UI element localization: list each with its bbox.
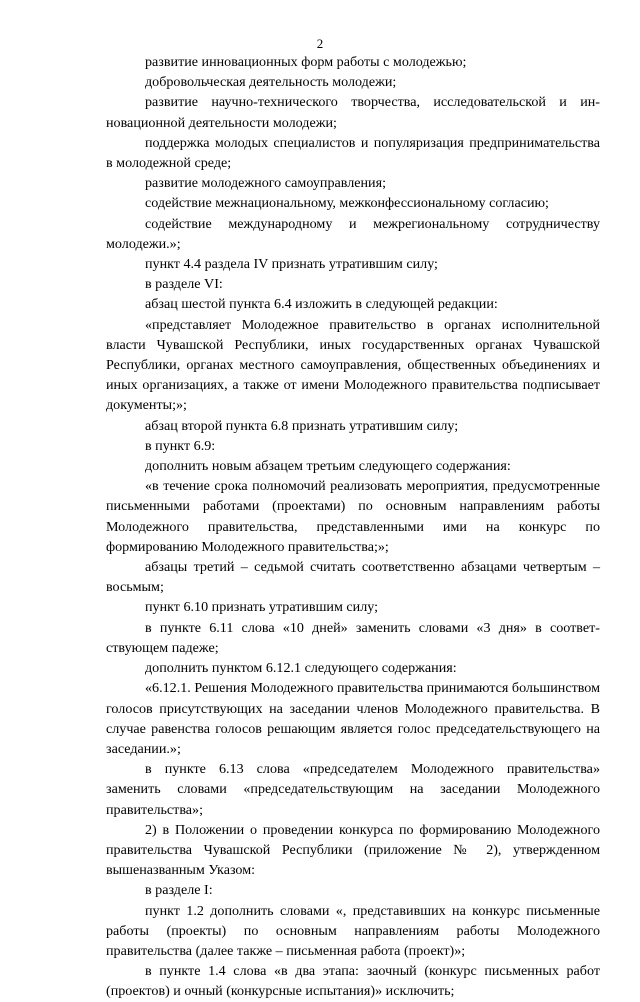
document-body (106, 52, 600, 1002)
paragraph: «в течение срока полномочий реализовать мероприятия, предусмотренные письменными работами (проектами) по основным направлениям работы Молодежного правительства, представленными ими на конкурс по формированию Молодежного правительства;»; (106, 478, 600, 555)
paragraph: в пункте 6.13 слова «председателем Молодежного правительства» заменить словами «председательствующим на заседании Молодежного правительства»; (106, 761, 600, 818)
paragraph: в пункте 6.11 слова «10 дней» заменить словами «3 дня» в соответствующем падеже; (106, 619, 600, 656)
paragraph: содействие межнациональному, межконфессиональному согласию; (145, 195, 549, 212)
paragraph: развитие молодежного самоуправления; (145, 175, 386, 192)
paragraph: пункт 6.10 признать утратившим силу; (145, 599, 379, 616)
paragraph: в пункте 1.4 слова «в два этапа: заочный (конкурс письменных работ (проектов) и очный (конкурсные испытания)» исключить; (106, 963, 600, 1000)
paragraph: абзац шестой пункта 6.4 изложить в следующей редакции: (145, 296, 498, 313)
page-number: 2 (316, 36, 324, 51)
paragraph: в разделе I: (145, 882, 213, 899)
paragraph: дополнить новым абзацем третьим следующего содержания: (145, 458, 511, 475)
paragraph: 2) в Положении о проведении конкурса по формированию Молодежного правительства Чувашской Республики (приложение № 2), утвержденном вышеназванным Указом: (106, 821, 600, 879)
paragraph: содействие международному и межрегиональному сотрудничеству молодежи.»; (106, 215, 600, 252)
paragraph: добровольческая деятельность молодежи; (145, 74, 397, 91)
paragraph: пункт 4.4 раздела IV признать утратившим силу; (145, 256, 438, 273)
paragraph: абзацы третий – седьмой считать соответственно абзацами четвертым – восьмым; (106, 559, 600, 596)
paragraph: «представляет Молодежное правительство в органах исполнительной власти Чувашской Республики, иных государственных органах Чувашской Республики, органах местного самоуправления, общественных объединениях и иных организациях, а также от имени Молодежного правительства подписывает документы;»; (106, 316, 600, 414)
paragraph: дополнить пунктом 6.12.1 следующего содержания: (145, 660, 457, 677)
paragraph: развитие научно-технического творчества, исследовательской и инновационной деятельности молодежи; (106, 94, 600, 131)
paragraph: поддержка молодых специалистов и популяризация предпринимательства в молодежной среде; (106, 134, 600, 172)
paragraph: «6.12.1. Решения Молодежного правительства принимаются большинством голосов присутствующих на заседании членов Молодежного правительства. В случае равенства голосов решающим является голос председательствующего на заседании.»; (106, 680, 600, 757)
paragraph: пункт 1.2 дополнить словами «, представивших на конкурс письменные работы (проекты) по основным направлениям работы Молодежного правительства (далее также – письменная работа (проект)»; (106, 902, 600, 959)
paragraph: развитие инновационных форм работы с молодежью; (145, 54, 467, 70)
paragraph: в пункт 6.9: (145, 437, 216, 454)
paragraph: абзац второй пункта 6.8 признать утратившим силу; (145, 417, 459, 434)
paragraph: в разделе VI: (145, 276, 223, 293)
